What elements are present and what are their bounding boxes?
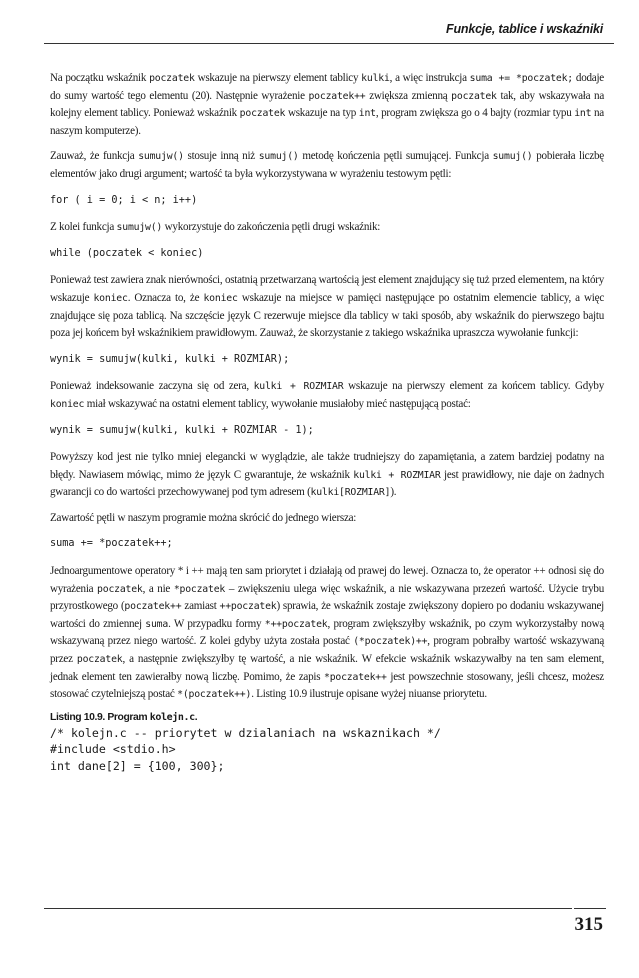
page-body (50, 70, 604, 774)
paragraph-1: Na początku wskaźnik poczatek wskazuje na pierwszy element tablicy kulki, a więc instrukcja suma += *poczatek; dodaje do sumy wartość tego elementu (20). Następnie wyrażenie poczatek++ zwiększa zmienną poczatek tak, aby wskazywała na kolejny element tablicy. Ponieważ wskaźnik poczatek wskazuje na typ int, program zwiększa go o 4 bajty (rozmiar typu int na naszym komputerze). (50, 72, 604, 137)
code-snippet-for-loop: for ( i = 0; i < n; i++) (50, 194, 198, 206)
running-header: Funkcje, tablice i wskaźniki (446, 22, 603, 36)
paragraph-3: Z kolei funkcja sumujw() wykorzystuje do zakończenia pętli drugi wskaźnik: (50, 221, 381, 234)
page-number: 315 (574, 914, 603, 935)
paragraph-2: Zauważ, że funkcja sumujw() stosuje inną niż sumuj() metodę kończenia pętli sumującej. Funkcja sumuj() pobierała liczbę elementów jako drugi argument; wartość ta była wykorzystywana w wyrażeniu testowym pętli: (50, 150, 604, 180)
paragraph-4: Ponieważ test zawiera znak nierówności, ostatnią przetwarzaną wartością jest element znajdujący się tuż przed elementem, na który wskazuje koniec. Oznacza to, że koniec wskazuje na miejsce w pamięci następujące po ostatnim elemencie tablicy, a więc znajdujące się poza tablicą. Na szczęście język C rezerwuje miejsce dla tablicy w taki sposób, aby wskaźnik do pierwszego bajtu poza jej końcem był wskaźnikiem prawidłowym. Zauważ, że skorzystanie z takiego wskaźnika upraszcza wywołanie funkcji: (50, 274, 604, 340)
code-snippet-call-2: wynik = sumujw(kulki, kulki + ROZMIAR - 1); (50, 424, 314, 436)
paragraph-7: Zawartość pętli w naszym programie można skrócić do jednego wiersza: (50, 511, 357, 524)
code-snippet-sum: suma += *poczatek++; (50, 538, 173, 550)
paragraph-5: Ponieważ indeksowanie zaczyna się od zera, kulki + ROZMIAR wskazuje na pierwszy element za końcem tablicy. Gdyby koniec miał wskazywać na ostatni element tablicy, wywołanie musiałoby mieć następującą postać: (50, 380, 604, 410)
listing-code-line: #include <stdio.h> (50, 742, 176, 757)
footer-divider (44, 908, 572, 909)
code-snippet-while-loop: while (poczatek < koniec) (50, 247, 204, 259)
listing-code-line: /* kolejn.c -- priorytet w dzialaniach na wskaznikach */ (50, 725, 441, 740)
listing-caption: Listing 10.9. Program kolejn.c. (50, 711, 198, 723)
paragraph-8: Jednoargumentowe operatory * i ++ mają ten sam priorytet i działają od prawej do lewej. Oznacza to, że operator ++ odnosi się do wyrażenia poczatek, a nie *poczatek – zwiększeniu ulega więc wskaźnik, a nie wskazywana przezeń wartość. Użycie trybu przyrostkowego (poczatek++ zamiast ++poczatek) sprawia, że wskaźnik zostaje zwiększony dopiero po dodaniu wskazywanej wartości do zmiennej suma. W przypadku formy *++poczatek, program zwiększyłby wskaźnik, po czym wykorzystałby nową wskazywaną przez niego wartość. Z kolei gdyby użyta została postać (*poczatek)++, program pobrałby wartość wskazywaną przez poczatek, a następnie zwiększyłby tę wartość, a nie wskaźnik. W efekcie wskaźnik wskazywałby na ten sam element, jednak element ten zawierałby nową liczbę. Pomimo, że zapis *poczatek++ jest powszechnie stosowany, jeśli chcesz, możesz stosować czytelniejszą postać *(poczatek++). Listing 10.9 ilustruje opisane wyżej niuanse priorytetu. (50, 565, 605, 701)
listing-code-line: int dane[2] = {100, 300}; (50, 758, 225, 773)
header-divider (44, 43, 614, 44)
footer-divider-right (574, 908, 606, 909)
paragraph-6: Powyższy kod jest nie tylko mniej elegancki w wyglądzie, ale także trudniejszy do zapamiętania, a zatem bardziej podatny na błędy. Nawiasem mówiąc, mimo że język C gwarantuje, że wskaźnik kulki + ROZMIAR jest prawidłowy, nie daje on żadnych gwarancji co do wartości przechowywanej pod tym adresem (kulki[ROZMIAR]). (50, 451, 604, 499)
code-snippet-call-1: wynik = sumujw(kulki, kulki + ROZMIAR); (50, 353, 290, 365)
